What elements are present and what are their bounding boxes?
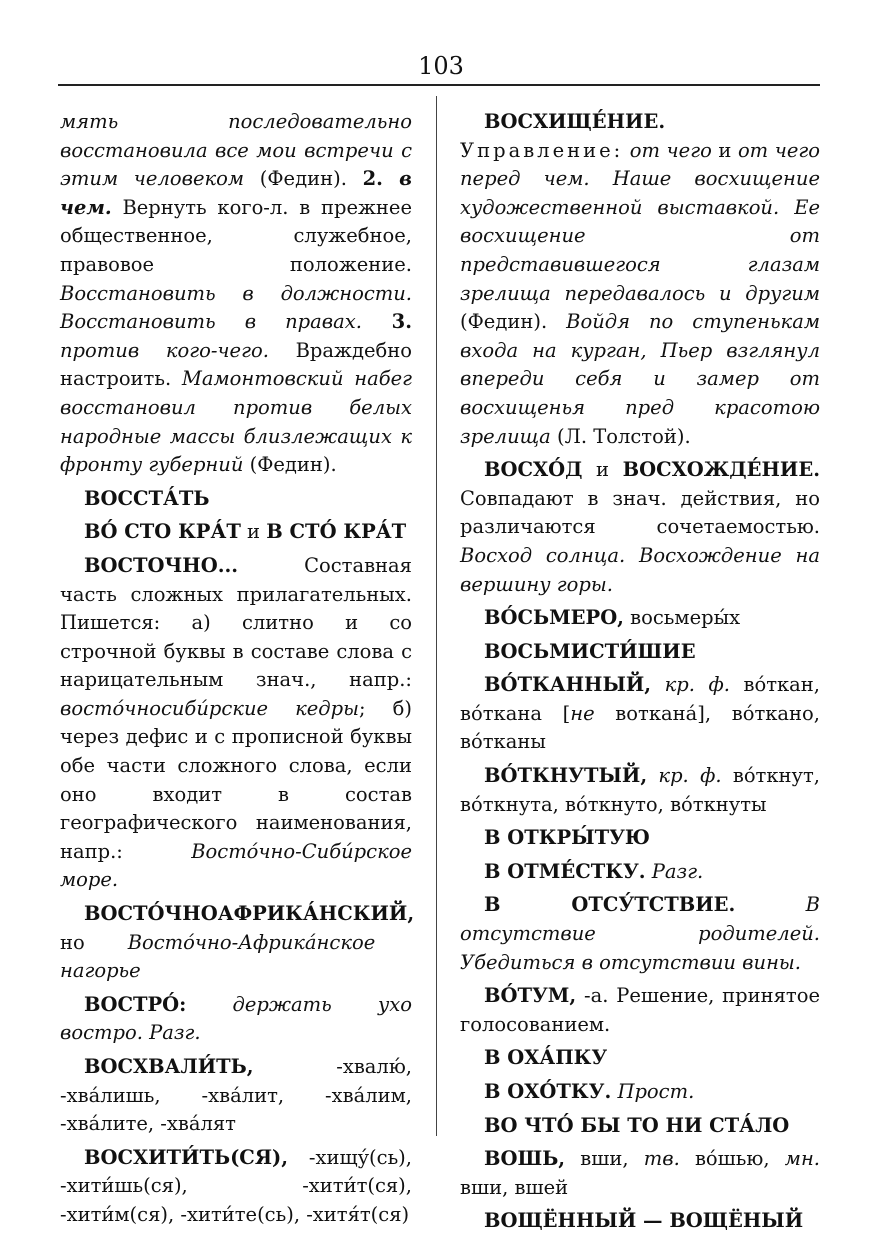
- headword: ВО́ СТО КРА́Т: [84, 520, 241, 544]
- headword: ВО́ТКАННЫЙ,: [484, 673, 652, 697]
- headword: ВОСХОЖДЕ́НИЕ.: [622, 458, 820, 482]
- headword: ВО́ТУМ,: [484, 984, 577, 1008]
- right-column: [460, 108, 820, 1236]
- headword: ВОЩЁННЫЙ — ВОЩЁНЫЙ: [484, 1209, 804, 1233]
- headword: ВОСЬМИСТИ́ШИЕ: [484, 639, 696, 663]
- headword: В ОТМЕ́СТКУ.: [484, 859, 646, 883]
- entry-votum: ВО́ТУМ, -а. Решение, принятое голосованием.: [460, 984, 820, 1036]
- entry-voskhvalit: ВОСХВАЛИ́ТЬ, -хвалю́, -хва́лишь, -хва́лит, -хва́лим, -хва́лите, -хва́лят: [60, 1055, 412, 1136]
- entry-v-otkrytuyu: [460, 824, 820, 853]
- entry-voskhishchenie: ВОСХИЩЕ́НИЕ. Управление: от чего и от чего перед чем. Наше восхищение художественной выставкой. Ее восхищение от представившегося глазам зрелища передавалось и другим (Федин). Войдя по ступенькам входа на курган, Пьер взглянул впереди себя и замер от восхищенья пред красотою зрелища (Л. Толстой).: [460, 110, 820, 448]
- headword: В ОТКРЫ́ТУЮ: [484, 826, 651, 850]
- entry-vosmistishie: [460, 638, 820, 667]
- entry-vo-sto-krat: ВО́ СТО КРА́Т и В СТО́ КРА́Т: [84, 520, 407, 544]
- entry-vosstat: [60, 485, 412, 514]
- left-column: [60, 108, 415, 1230]
- entry-vosh: ВОШЬ, вши, тв. во́шью, мн. вши, вшей: [460, 1147, 820, 1199]
- header-rule: [58, 84, 820, 86]
- entry-v-okhotku: В ОХО́ТКУ. Прост.: [484, 1080, 695, 1103]
- headword: ВОСХВАЛИ́ТЬ,: [84, 1055, 254, 1078]
- entry-voshchennyi: [460, 1207, 820, 1236]
- entry-voskhitit: ВОСХИТИ́ТЬ(СЯ), -хищу́(сь), -хити́шь(ся), -хити́т(ся), -хити́м(ся), -хити́те(сь), -хитя́т(ся): [60, 1145, 412, 1226]
- entry-vosmero: ВО́СЬМЕРО, восьмеры́х: [484, 606, 741, 630]
- entry-vostochno: ВОСТОЧНО... Составная часть сложных прилагательных. Пишется: а) слитно и со строчной буквы в составе слова с нарицательным знач., напр.: восто́чносиби́рские кедры; б) через дефис и с прописной буквы обе части сложного слова, если оно входит в состав географического наименования, напр.: Восто́чно-Сиби́рское море.: [60, 553, 412, 892]
- headword: ВОСТРО́:: [84, 992, 187, 1016]
- headword: ВО ЧТО́ БЫ ТО НИ СТА́ЛО: [484, 1113, 790, 1137]
- entry-v-okhapku: [460, 1044, 820, 1073]
- headword: ВО́ТКНУТЫЙ,: [484, 764, 648, 788]
- headword: В ОТСУ́ТСТВИЕ.: [484, 893, 736, 917]
- entry-vo-chto-by-to-ni-stalo: [460, 1112, 820, 1141]
- entry-v-otsutstvie: В ОТСУ́ТСТВИЕ. В отсутствие родителей. Убедиться в отсутствии вины.: [460, 893, 820, 974]
- headword: ВОСХИТИ́ТЬ(СЯ),: [84, 1145, 289, 1169]
- headword: ВОССТА́ТЬ: [84, 486, 210, 510]
- page-number: 103: [418, 52, 464, 80]
- headword: ВОШЬ,: [484, 1147, 566, 1171]
- headword: ВОСХО́Д: [484, 458, 583, 482]
- entry-votknutyi: ВО́ТКНУТЫЙ, кр. ф. во́ткнут, во́ткнута, во́ткнуто, во́ткнуты: [460, 764, 820, 816]
- headword: В ОХО́ТКУ.: [484, 1080, 612, 1103]
- headword: В ОХА́ПКУ: [484, 1046, 608, 1070]
- headword: ВОСТО́ЧНОАФРИКА́НСКИЙ,: [84, 902, 415, 926]
- column-divider: [436, 96, 437, 1136]
- headword: ВОСТОЧНО...: [84, 553, 239, 577]
- headword: ВО́СЬМЕРО,: [484, 606, 624, 630]
- entry-v-otmestku: В ОТМЕ́СТКУ. Разг.: [484, 859, 704, 883]
- headword: ВОСХИЩЕ́НИЕ.: [484, 110, 666, 133]
- entry-vostro: ВОСТРО́: держать ухо востро. Разг.: [60, 992, 412, 1045]
- entry-voskhod: ВОСХО́Д и ВОСХОЖДЕ́НИЕ. Совпадают в знач. действия, но различаются сочетаемостью. Восход солнца. Восхождение на вершину горы.: [460, 458, 820, 596]
- entry-vosstanovit-continued: мять последовательно восстановила все мои встречи с этим человеком (Федин). 2. в чем. Вернуть кого-л. в прежнее общественное, служебное, правовое положение. Восстановить в должности. Восстановить в правах. 3. против кого-чего. Враждебно настроить. Мамонтовский набег восстановил против белых народные массы близлежащих к фронту губерний (Федин).: [60, 110, 412, 477]
- entry-vostochnoafrikanskii: ВОСТО́ЧНОАФРИКА́НСКИЙ, но Восто́чно-Африка́нское нагорье: [60, 902, 415, 983]
- headword: В СТО́ КРА́Т: [266, 520, 407, 544]
- entry-votkannyi: ВО́ТКАННЫЙ, кр. ф. во́ткан, во́ткана [не воткана́], во́ткано, во́тканы: [460, 673, 820, 754]
